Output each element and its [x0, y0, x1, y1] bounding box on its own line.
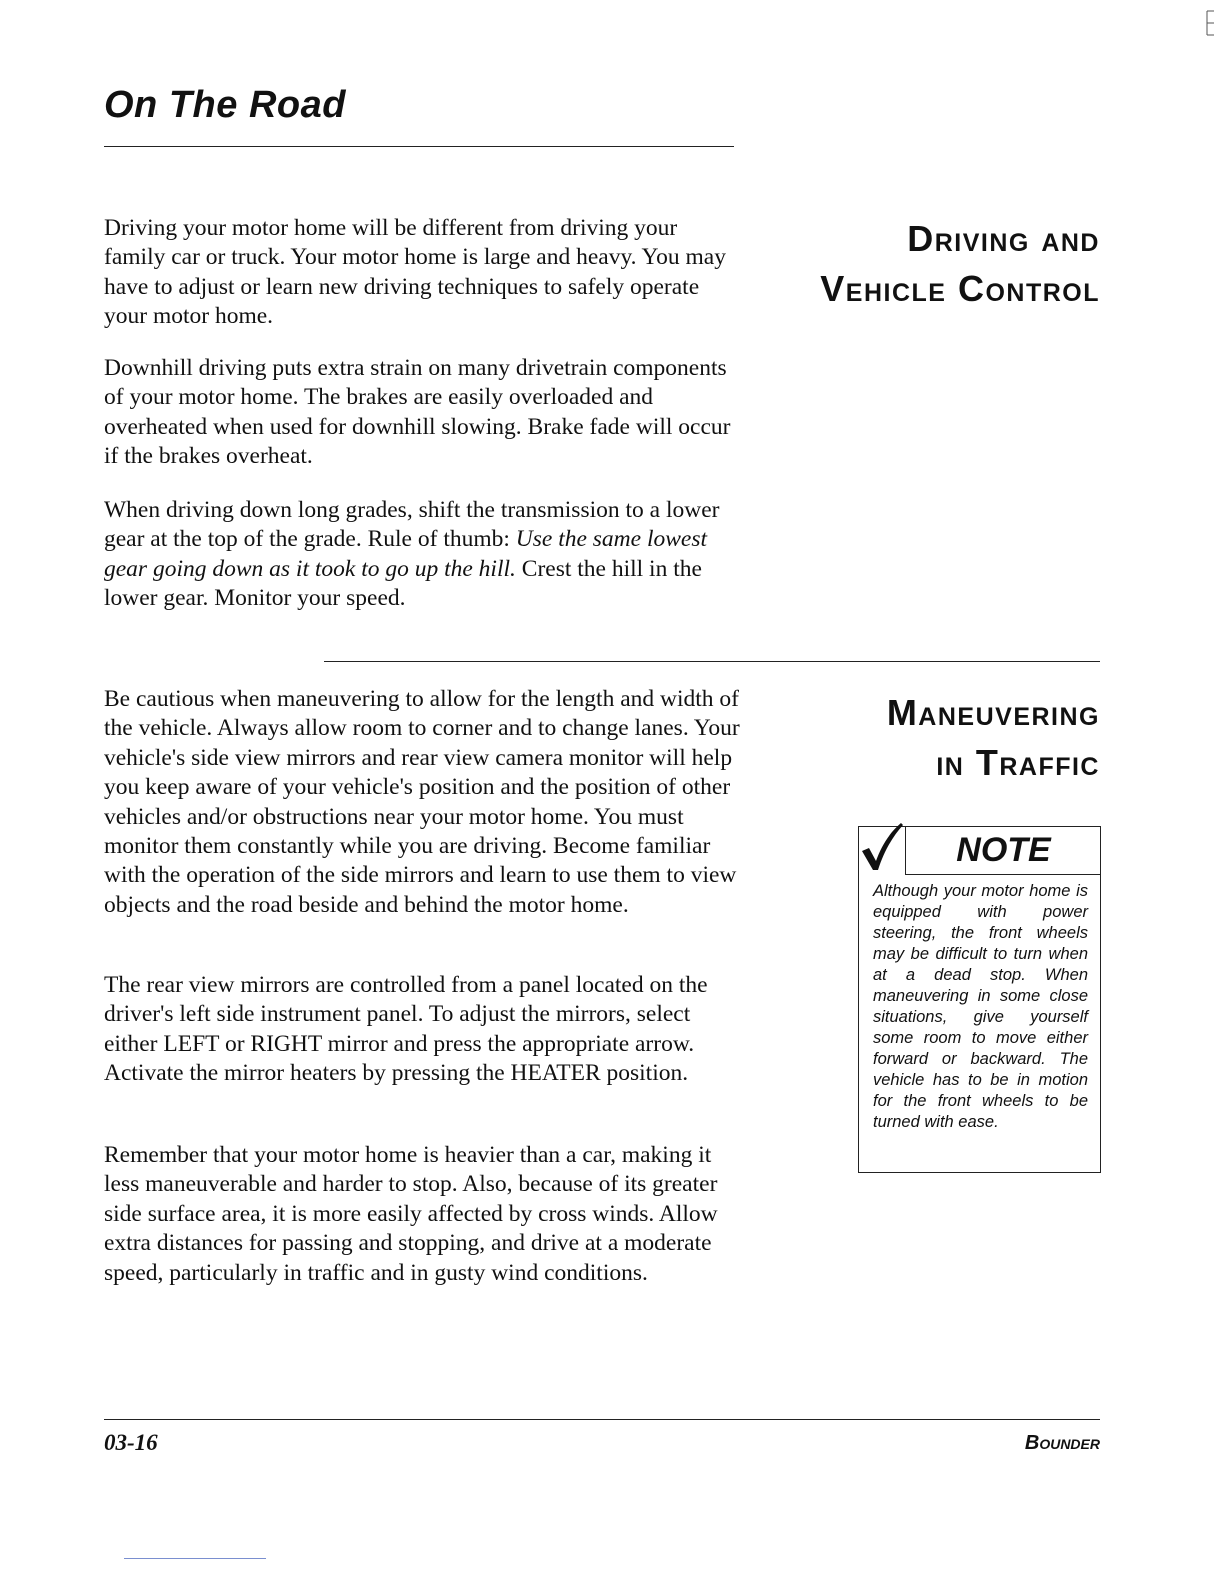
section-heading-line: Driving and [907, 218, 1100, 259]
paragraph: Remember that your motor home is heavier than a car, making it less maneuverable and harder to stop. Also, because of its greater side surface area, it is more easily affected by cross winds. Allow extra distances for passing and stopping, and drive at a moderate speed, particularly in traffic and in gusty wind conditions. [104, 1142, 718, 1286]
page-number: 03-16 [104, 1430, 158, 1455]
note-header [905, 826, 1101, 875]
section-heading-line: in Traffic [936, 742, 1100, 783]
note-box [858, 826, 1101, 1173]
edge-mark [1206, 10, 1216, 36]
rule-of-thumb: Use the same lowest gear going down as it took to go up the hill. [104, 526, 708, 582]
paragraph [104, 496, 744, 614]
footer-brand: Bounder [1024, 1432, 1100, 1454]
paragraph: Downhill driving puts extra strain on many drivetrain components of your motor home. The brakes are easily overloaded and overheated when used for downhill slowing. Brake fade will occur if the brakes overheat. [104, 355, 731, 470]
paragraph: Be cautious when maneuvering to allow for the length and width of the vehicle. Always allow room to corner and to change lanes. Your vehicle's side view mirrors and rear view camera monitor will help you keep aware of your vehicle's position and the position of other vehicles and/or obstructions near your motor home. You must monitor them constantly while you are driving. Become familiar with the operation of the side mirrors and learn to use them to view objects and the road beside and behind the motor home. [104, 686, 740, 918]
page-header-title: On The Road [104, 84, 346, 126]
section-heading-line: Vehicle Control [820, 268, 1100, 309]
section-heading-maneuvering [887, 688, 1100, 788]
note-text: Although your motor home is equipped with power steering, the front wheels may be difficult to turn when at a dead stop. When maneuvering in some close situations, give yourself some room to move either forward or backward. The vehicle has to be in motion for the front wheels to be turned with ease. [873, 882, 1088, 1131]
paragraph-text: When driving down long grades, shift the transmission to a lower gear at the top of the grade. Rule of thumb: [104, 497, 720, 553]
section-heading-line: Maneuvering [886, 692, 1100, 733]
paragraph: The rear view mirrors are controlled from a panel located on the driver's left side instrument panel. To adjust the mirrors, select either LEFT or RIGHT mirror and press the appropriate arrow. Activate the mirror heaters by pressing the HEATER position. [104, 972, 708, 1087]
note-title: NOTE [956, 831, 1051, 869]
checkmark-icon [859, 821, 903, 873]
section-divider [324, 661, 1100, 662]
footer-rule [104, 1419, 1100, 1420]
header-rule [104, 146, 734, 147]
section-heading-driving [820, 214, 1100, 314]
paragraph: Driving your motor home will be different from driving your family car or truck. Your motor home is large and heavy. You may have to adjust or learn new driving techniques to safely operate your motor home. [104, 215, 726, 330]
paragraph-text: Crest the hill in the lower gear. Monitor your speed. [104, 555, 702, 612]
bottom-line [124, 1558, 266, 1559]
